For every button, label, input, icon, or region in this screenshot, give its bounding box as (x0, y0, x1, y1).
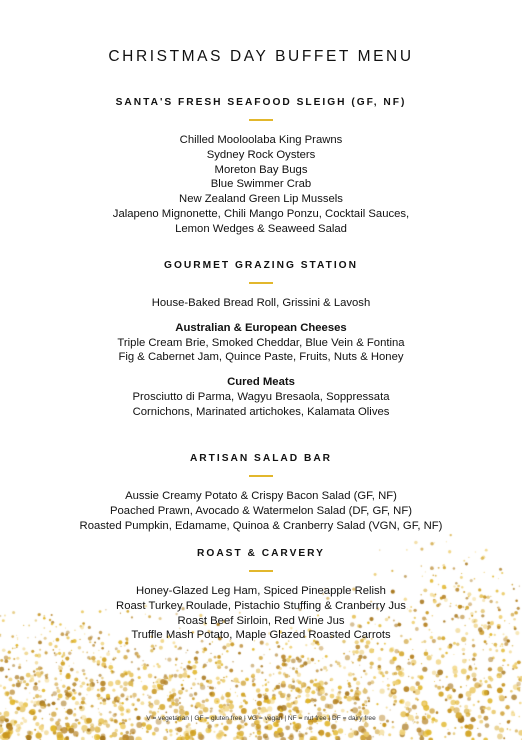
section-heading: GOURMET GRAZING STATION (164, 260, 358, 271)
menu-item: Roast Beef Sirloin, Red Wine Jus (177, 614, 345, 627)
menu-item: Moreton Bay Bugs (214, 163, 308, 176)
section-salad (0, 452, 522, 533)
menu-item: Roast Turkey Roulade, Pistachio Stuffing & Cranberry Jus (116, 599, 406, 612)
menu-item: Fig & Cabernet Jam, Quince Paste, Fruits, Nuts & Honey (118, 351, 404, 364)
section-seafood (0, 96, 522, 237)
menu-item: Roasted Pumpkin, Edamame, Quinoa & Cranberry Salad (VGN, GF, NF) (79, 519, 443, 532)
menu-item: New Zealand Green Lip Mussels (179, 193, 343, 206)
menu-item: Poached Prawn, Avocado & Watermelon Salad (DF, GF, NF) (109, 504, 412, 517)
menu-item: Lemon Wedges & Seaweed Salad (175, 222, 347, 235)
section-heading: ROAST & CARVERY (197, 548, 325, 559)
menu-item: Blue Swimmer Crab (210, 178, 312, 191)
gold-divider (249, 475, 273, 477)
section-heading: ARTISAN SALAD BAR (189, 453, 333, 464)
menu-item: Chilled Mooloolaba King Prawns (179, 134, 343, 146)
section-grazing (0, 259, 522, 420)
gold-divider (249, 119, 273, 121)
section-heading: SANTA'S FRESH SEAFOOD SLEIGH (GF, NF) (115, 97, 407, 108)
section-roast (0, 547, 522, 643)
menu-item: Sydney Rock Oysters (206, 148, 316, 161)
gold-divider (249, 282, 273, 284)
menu-item: Honey-Glazed Leg Ham, Spiced Pineapple Relish (136, 585, 386, 597)
menu-item: House-Baked Bread Roll, Grissini & Lavosh (151, 297, 371, 309)
dietary-legend: V = vegetarian | GF = gluten free | VG = vegan | NF = nut free | DF = dairy free (146, 715, 376, 722)
subsection-title: Australian & European Cheeses (175, 321, 347, 334)
menu-item: Triple Cream Brie, Smoked Cheddar, Blue Vein & Fontina (117, 336, 405, 349)
page-title: CHRISTMAS DAY BUFFET MENU (108, 48, 414, 65)
menu-item: Aussie Creamy Potato & Crispy Bacon Salad (GF, NF) (125, 490, 397, 502)
menu-item: Jalapeno Mignonette, Chili Mango Ponzu, Cocktail Sauces, (112, 207, 410, 220)
gold-divider (249, 570, 273, 572)
menu-item: Truffle Mash Potato, Maple Glazed Roasted Carrots (131, 629, 391, 642)
subsection-title: Cured Meats (227, 376, 295, 389)
menu-item: Cornichons, Marinated artichokes, Kalamata Olives (132, 405, 390, 418)
menu-item: Prosciutto di Parma, Wagyu Bresaola, Soppressata (132, 390, 390, 403)
